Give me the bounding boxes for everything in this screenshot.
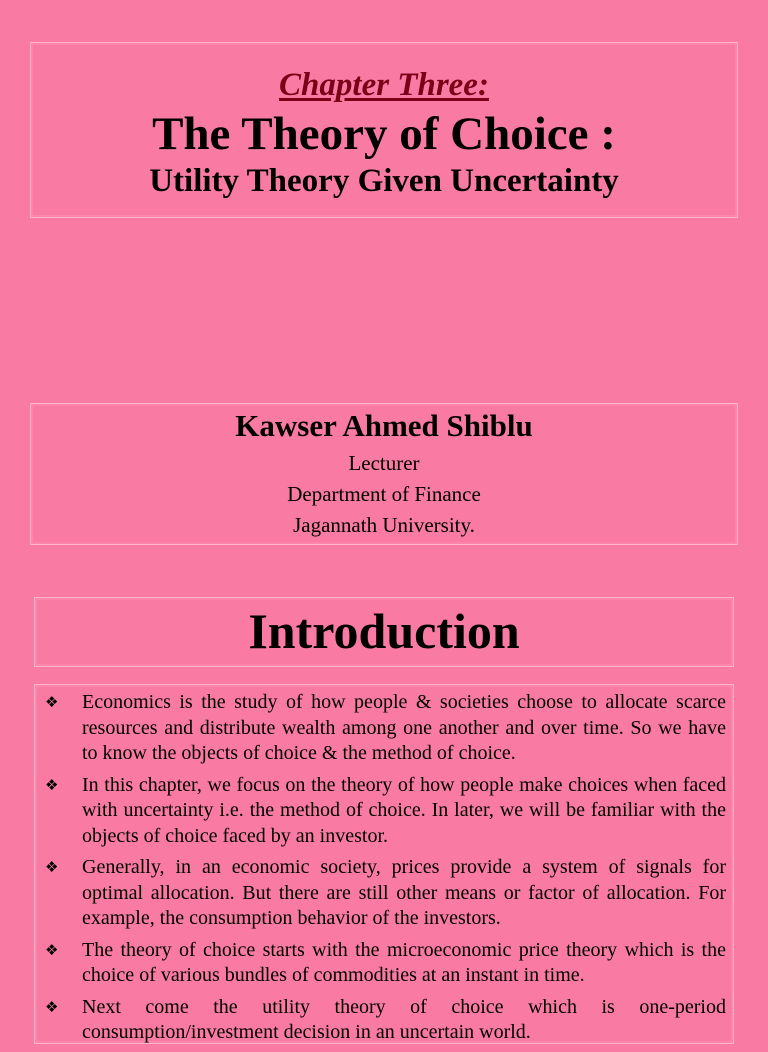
chapter-label: Chapter Three: <box>279 67 489 103</box>
diamond-bullet-icon: ❖ <box>45 775 59 794</box>
diamond-bullet-icon: ❖ <box>45 858 59 876</box>
list-item <box>45 995 726 1046</box>
main-title: The Theory of Choice : <box>152 108 616 160</box>
bullet-text: The theory of choice starts with the microeconomic price theory which is the choice of various bundles of commodities at an instant in time. <box>82 938 726 986</box>
list-item <box>45 773 726 850</box>
diamond-bullet-icon: ❖ <box>45 693 59 711</box>
diamond-bullet-icon: ❖ <box>45 997 59 1016</box>
author-university: Jagannath University. <box>293 513 475 537</box>
list-item <box>45 938 726 989</box>
list-item <box>45 855 726 932</box>
intro-heading-box <box>34 597 734 667</box>
intro-bullets-box <box>34 684 734 1044</box>
bullet-list <box>45 690 726 1052</box>
bullet-text: Generally, in an economic society, prices provide a system of signals for optimal allocation. But there are still other means or factor of allocation. For example, the consumption behavior of the investors. <box>82 856 726 929</box>
author-box <box>30 403 738 545</box>
sub-title: Utility Theory Given Uncertainty <box>149 163 619 199</box>
intro-heading: Introduction <box>248 603 520 659</box>
bullet-text: In this chapter, we focus on the theory of how people make choices when faced with uncertainty i.e. the method of choice. In later, we will be familiar with the objects of choice faced by an investor. <box>82 773 726 847</box>
bullet-text: Next come the utility theory of choice which is one-period consumption/investment decision in an uncertain world. <box>82 995 726 1043</box>
title-box <box>30 42 738 218</box>
author-name: Kawser Ahmed Shiblu <box>235 408 533 443</box>
list-item <box>45 690 726 767</box>
diamond-bullet-icon: ❖ <box>45 940 59 959</box>
author-department: Department of Finance <box>287 482 481 506</box>
author-role: Lecturer <box>348 451 420 475</box>
bullet-text: Economics is the study of how people & societies choose to allocate scarce resources and distribute wealth among one another and over time. So we have to know the objects of choice & the method of choice. <box>82 691 726 764</box>
